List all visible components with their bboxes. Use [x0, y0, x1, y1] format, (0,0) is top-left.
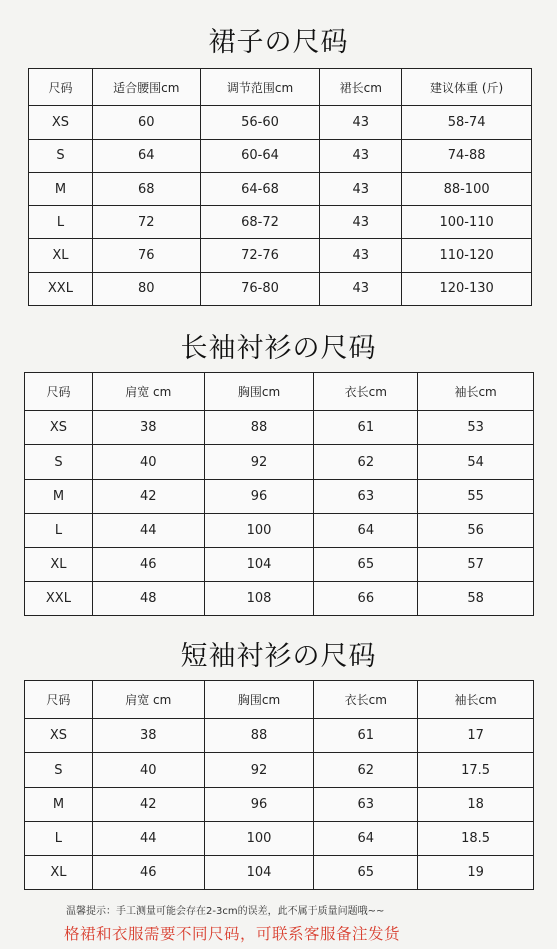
table-cell: 17 [418, 719, 534, 753]
size-label: XS [25, 411, 93, 445]
table-cell: 48 [92, 581, 204, 615]
table-cell: 120-130 [402, 272, 532, 305]
table-cell: 57 [418, 547, 534, 581]
table-cell: 64 [92, 139, 200, 172]
size-label: XL [25, 855, 93, 889]
table-cell: 58 [418, 581, 534, 615]
table-cell: 64 [314, 513, 418, 547]
size-label: M [25, 787, 93, 821]
column-header: 胸围cm [204, 373, 314, 411]
table-row [29, 239, 532, 272]
size-label: XL [29, 239, 93, 272]
table-cell: 19 [418, 855, 534, 889]
table-cell: 100 [204, 513, 314, 547]
table-cell: 60-64 [200, 139, 320, 172]
table-cell: 62 [314, 445, 418, 479]
table-cell: 92 [204, 753, 314, 787]
table-cell: 43 [320, 106, 402, 139]
size-label: S [25, 445, 93, 479]
table-header-row [29, 69, 532, 106]
table-cell: 43 [320, 139, 402, 172]
table-cell: 64-68 [200, 172, 320, 205]
table-cell: 88 [204, 411, 314, 445]
column-header: 适合腰围cm [92, 69, 200, 106]
table-row [25, 411, 534, 445]
table-row [25, 719, 534, 753]
size-label: S [29, 139, 93, 172]
table-row [25, 855, 534, 889]
table-cell: 88-100 [402, 172, 532, 205]
table-cell: 61 [314, 411, 418, 445]
table-cell: 38 [92, 719, 204, 753]
table-cell: 65 [314, 855, 418, 889]
table-cell: 40 [92, 445, 204, 479]
column-header: 肩宽 cm [92, 681, 204, 719]
table-cell: 63 [314, 787, 418, 821]
table-cell: 104 [204, 547, 314, 581]
size-label: L [25, 513, 93, 547]
table-header-row [25, 681, 534, 719]
table-header-row [25, 373, 534, 411]
column-header: 建议体重 (斤) [402, 69, 532, 106]
long-sleeve-shirt-size-title: 长袖衬衫の尺码 [180, 333, 377, 364]
table-cell: 76 [92, 239, 200, 272]
column-header: 调节范围cm [200, 69, 320, 106]
table-row [29, 172, 532, 205]
table-cell: 60 [92, 106, 200, 139]
table-cell: 43 [320, 239, 402, 272]
table-cell: 80 [92, 272, 200, 305]
column-header: 肩宽 cm [92, 373, 204, 411]
size-label: L [25, 821, 93, 855]
skirt-size-table [28, 68, 532, 306]
short-sleeve-shirt-size-table [24, 680, 534, 890]
table-cell: 68-72 [200, 206, 320, 239]
table-cell: 65 [314, 547, 418, 581]
table-cell: 55 [418, 479, 534, 513]
table-cell: 46 [92, 547, 204, 581]
table-row [25, 445, 534, 479]
column-header: 尺码 [25, 373, 93, 411]
table-cell: 68 [92, 172, 200, 205]
table-cell: 64 [314, 821, 418, 855]
table-cell: 96 [204, 479, 314, 513]
table-cell: 62 [314, 753, 418, 787]
table-cell: 108 [204, 581, 314, 615]
column-header: 尺码 [29, 69, 93, 106]
table-cell: 88 [204, 719, 314, 753]
table-row [25, 581, 534, 615]
table-row [29, 139, 532, 172]
table-cell: 72-76 [200, 239, 320, 272]
column-header: 尺码 [25, 681, 93, 719]
table-row [25, 513, 534, 547]
size-label: XS [25, 719, 93, 753]
skirt-size-title: 裙子の尺码 [208, 27, 349, 58]
column-header: 胸围cm [204, 681, 314, 719]
table-cell: 96 [204, 787, 314, 821]
table-cell: 66 [314, 581, 418, 615]
size-label: XS [29, 106, 93, 139]
table-cell: 43 [320, 272, 402, 305]
table-cell: 56 [418, 513, 534, 547]
long-sleeve-shirt-size-table [24, 372, 534, 616]
table-row [29, 272, 532, 305]
column-header: 裙长cm [320, 69, 402, 106]
table-cell: 53 [418, 411, 534, 445]
table-cell: 72 [92, 206, 200, 239]
table-cell: 17.5 [418, 753, 534, 787]
table-row [25, 787, 534, 821]
size-label: L [29, 206, 93, 239]
size-label: S [25, 753, 93, 787]
table-cell: 40 [92, 753, 204, 787]
table-row [25, 547, 534, 581]
size-label: XXL [25, 581, 93, 615]
table-cell: 44 [92, 513, 204, 547]
table-cell: 42 [92, 787, 204, 821]
table-cell: 61 [314, 719, 418, 753]
column-header: 袖长cm [418, 681, 534, 719]
table-cell: 43 [320, 206, 402, 239]
table-cell: 100-110 [402, 206, 532, 239]
measurement-tip: 温馨提示：手工测量可能会存在2-3cm的误差，此不属于质量问题哦~~ [66, 906, 385, 917]
table-cell: 54 [418, 445, 534, 479]
table-row [25, 479, 534, 513]
table-cell: 46 [92, 855, 204, 889]
column-header: 袖长cm [418, 373, 534, 411]
table-cell: 56-60 [200, 106, 320, 139]
table-row [25, 753, 534, 787]
table-cell: 92 [204, 445, 314, 479]
size-label: M [29, 172, 93, 205]
table-cell: 74-88 [402, 139, 532, 172]
column-header: 衣长cm [314, 681, 418, 719]
table-cell: 18.5 [418, 821, 534, 855]
table-cell: 43 [320, 172, 402, 205]
size-label: XXL [29, 272, 93, 305]
table-cell: 100 [204, 821, 314, 855]
table-cell: 63 [314, 479, 418, 513]
size-label: XL [25, 547, 93, 581]
table-cell: 76-80 [200, 272, 320, 305]
column-header: 衣长cm [314, 373, 418, 411]
table-cell: 38 [92, 411, 204, 445]
table-cell: 44 [92, 821, 204, 855]
table-cell: 42 [92, 479, 204, 513]
short-sleeve-shirt-size-title: 短袖衬衫の尺码 [180, 641, 377, 672]
size-warning: 格裙和衣服需要不同尺码，可联系客服备注发货 [64, 925, 401, 943]
table-row [29, 106, 532, 139]
table-cell: 58-74 [402, 106, 532, 139]
table-row [29, 206, 532, 239]
table-cell: 110-120 [402, 239, 532, 272]
table-row [25, 821, 534, 855]
table-cell: 104 [204, 855, 314, 889]
size-label: M [25, 479, 93, 513]
table-cell: 18 [418, 787, 534, 821]
